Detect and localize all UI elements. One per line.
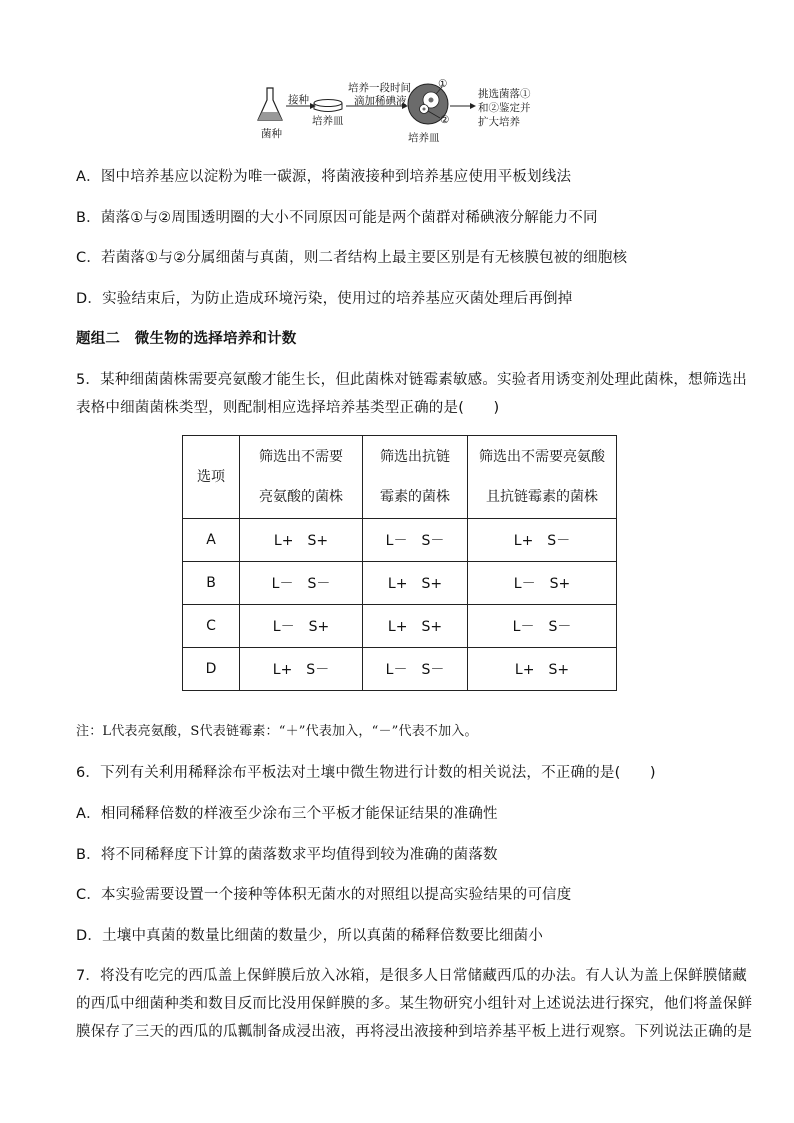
row-option: B [183, 562, 240, 605]
flask-label: 菌种 [261, 128, 282, 140]
header-col1 [240, 436, 363, 519]
header-col1-line2: 亮氨酸的菌株 [259, 489, 343, 505]
result-line2: 和②鉴定并 [478, 102, 531, 114]
row-c1: L－ S+ [240, 605, 363, 648]
experiment-diagram [250, 78, 540, 148]
header-col3 [468, 436, 617, 519]
q5-stem-line2: 表格中细菌菌株类型，则配制相应选择培养基类型正确的是( ) [76, 400, 500, 416]
row-c1: L－ S－ [240, 562, 363, 605]
table-row [183, 648, 617, 691]
q5-table-note: 注：L代表亮氨酸，S代表链霉素：“＋”代表加入，“－”代表不加入。 [76, 724, 478, 739]
header-col1-line1: 筛选出不需要 [259, 449, 343, 465]
row-c1: L+ S－ [240, 648, 363, 691]
dish-2-label: 培养皿 [408, 132, 440, 144]
row-option: C [183, 605, 240, 648]
q7-stem-line2: 的西瓜中细菌种类和数目反而比没用保鲜膜的多。某生物研究小组针对上述说法进行探究，他们将盖保鲜 [76, 996, 753, 1012]
row-option: D [183, 648, 240, 691]
culture-label-line2: 滴加稀碘液 [354, 95, 407, 107]
section-heading: 题组二 微生物的选择培养和计数 [76, 331, 297, 347]
q5-table [182, 435, 617, 691]
q6-option-d: D．土壤中真菌的数量比细菌的数量少，所以真菌的稀释倍数要比细菌小 [76, 928, 544, 944]
header-col2-line2: 霉素的菌株 [380, 489, 450, 505]
table-row [183, 562, 617, 605]
table-row [183, 605, 617, 648]
row-c2: L－ S－ [363, 648, 468, 691]
q6-option-a: A．相同稀释倍数的样液至少涂布三个平板才能保证结果的准确性 [76, 806, 498, 822]
q6-option-b: B．将不同稀释度下计算的菌落数求平均值得到较为准确的菌落数 [76, 847, 498, 863]
q6-option-c: C．本实验需要设置一个接种等体积无菌水的对照组以提高实验结果的可信度 [76, 887, 572, 903]
row-c3: L+ S+ [468, 648, 617, 691]
q4-option-a: A．图中培养基应以淀粉为唯一碳源，将菌液接种到培养基应使用平板划线法 [76, 169, 572, 185]
q4-option-d: D．实验结束后，为防止造成环境污染，使用过的培养基应灭菌处理后再倒掉 [76, 291, 573, 307]
header-col3-line2: 且抗链霉素的菌株 [486, 489, 598, 505]
table-row [183, 519, 617, 562]
header-col3-line1: 筛选出不需要亮氨酸 [479, 449, 605, 465]
q4-option-b: B．菌落①与②周围透明圈的大小不同原因可能是两个菌群对稀碘液分解能力不同 [76, 210, 598, 226]
result-line3: 扩大培养 [478, 116, 520, 128]
row-c2: L+ S+ [363, 562, 468, 605]
row-c3: L－ S+ [468, 562, 617, 605]
petri-dish-icon [314, 100, 342, 112]
q6-stem: 6．下列有关利用稀释涂布平板法对土壤中微生物进行计数的相关说法，不正确的是( ) [76, 765, 656, 781]
q5-table-header [183, 436, 617, 519]
q7-stem-line3: 膜保存了三天的西瓜的瓜瓤制备成浸出液，再将浸出液接种到培养基平板上进行观察。下列说法正确的是 [76, 1024, 753, 1040]
row-c2: L－ S－ [363, 519, 468, 562]
row-c1: L+ S+ [240, 519, 363, 562]
q7-stem-line1: 7．将没有吃完的西瓜盖上保鲜膜后放入冰箱，是很多人日常储藏西瓜的办法。有人认为盖上保鲜膜储藏 [76, 968, 747, 984]
inoculate-label: 接种 [288, 94, 309, 106]
row-option: A [183, 519, 240, 562]
header-col2-line1: 筛选出抗链 [380, 449, 450, 465]
colony-1-label: ① [438, 78, 448, 90]
culture-label-line1: 培养一段时间 [348, 82, 411, 94]
flask-icon [258, 88, 282, 120]
q5-stem-line1: 5．某种细菌菌株需要亮氨酸才能生长，但此菌株对链霉素敏感。实验者用诱变剂处理此菌株，想筛选出 [76, 372, 747, 388]
row-c3: L+ S－ [468, 519, 617, 562]
row-c2: L+ S+ [363, 605, 468, 648]
q4-option-c: C．若菌落①与②分属细菌与真菌，则二者结构上最主要区别是有无核膜包被的细胞核 [76, 250, 628, 266]
header-option: 选项 [183, 436, 240, 519]
header-col2 [363, 436, 468, 519]
row-c3: L－ S－ [468, 605, 617, 648]
dish-1-label: 培养皿 [312, 115, 344, 127]
colony-2-label: ② [440, 114, 450, 126]
result-line1: 挑选菌落① [478, 88, 531, 100]
